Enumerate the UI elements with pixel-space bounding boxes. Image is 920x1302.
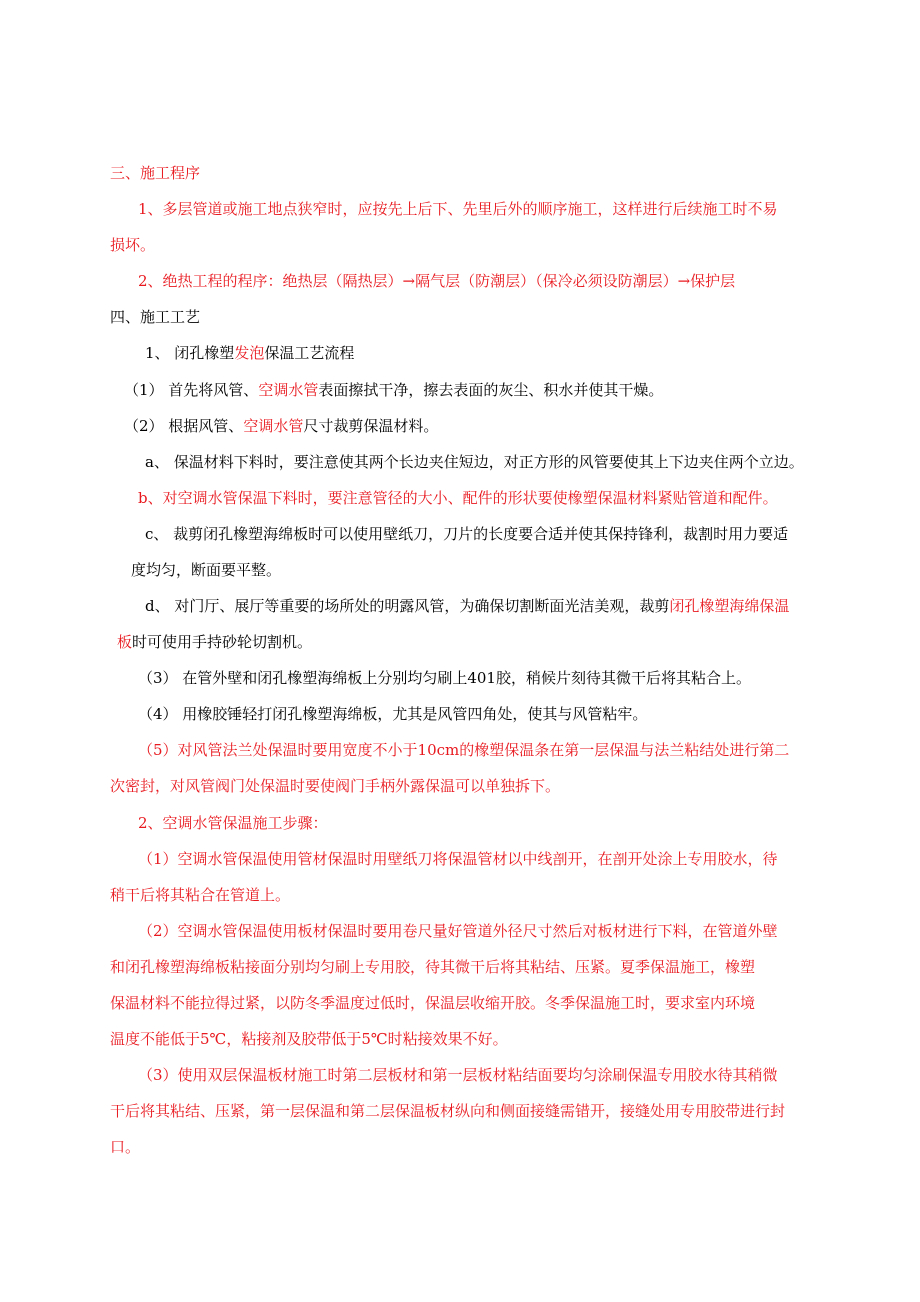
text-segment: 度均匀，断面要平整。 xyxy=(131,561,282,579)
text-segment: 空调水管 xyxy=(243,417,304,435)
section-2-title xyxy=(138,813,538,833)
section-1-step-2a xyxy=(145,452,865,472)
text-segment: 尺寸裁剪保温材料。 xyxy=(303,417,439,435)
section-1-step-2c-line-2 xyxy=(131,560,431,580)
text-segment: 闭孔橡塑海绵保温 xyxy=(669,597,790,615)
text-segment: 干后将其粘结、压紧，第一层保温和第二层保温板材纵向和侧面接缝需错开，接缝处用专用胶带进行封 xyxy=(110,1102,786,1120)
text-segment: 和闭孔橡塑海绵板粘接面分别均匀刷上专用胶，待其微干后将其粘结、压紧。夏季保温施工，橡塑 xyxy=(110,958,756,976)
text-segment: c、 裁剪闭孔橡塑海绵板时可以使用壁纸刀，刀片的长度要合适并使其保持锋利，裁割时用力要适 xyxy=(145,525,789,543)
text-segment: 1、多层管道或施工地点狭窄时，应按先上后下、先里后外的顺序施工，这样进行后续施工时不易 xyxy=(138,200,778,218)
text-segment: 表面擦拭干净，擦去表面的灰尘、积水并使其干燥。 xyxy=(318,381,664,399)
text-segment: a、 保温材料下料时，要注意使其两个长边夹住短边，对正方形的风管要使其上下边夹住两个立边。 xyxy=(145,453,804,471)
text-segment: 时可使用手持砂轮切割机。 xyxy=(132,633,313,651)
text-segment: 发泡 xyxy=(234,344,265,362)
text-segment: （1） 首先将风管、 xyxy=(124,381,259,399)
text-segment: 四、施工工艺 xyxy=(110,308,201,326)
heading-construction-process xyxy=(110,307,290,327)
section-2-step-1-line-1 xyxy=(138,849,858,869)
section-1-step-2d-line-1 xyxy=(145,596,865,616)
text-segment: （2） 根据风管、 xyxy=(124,417,244,435)
section-2-step-2-line-2 xyxy=(110,957,850,977)
text-segment: 2、空调水管保温施工步骤： xyxy=(138,814,328,832)
text-segment: （1）空调水管保温使用管材保温时用壁纸刀将保温管材以中线剖开，在剖开处涂上专用胶水，待 xyxy=(138,850,778,868)
procedure-item-1-line-2 xyxy=(110,235,210,255)
text-segment: 次密封，对风管阀门处保温时要使阀门手柄外露保温可以单独拆下。 xyxy=(110,777,561,795)
text-segment: 三、施工程序 xyxy=(110,164,201,182)
section-2-step-1-line-2 xyxy=(110,885,510,905)
section-1-step-2c-line-1 xyxy=(145,524,865,544)
text-segment: d、 对门厅、展厅等重要的场所处的明露风管，为确保切割断面光洁美观，裁剪 xyxy=(145,597,670,615)
section-1-step-5-line-2 xyxy=(110,776,730,796)
text-segment: 2、绝热工程的程序：绝热层（隔热层）→隔气层（防潮层）（保冷必须设防潮层）→保护层 xyxy=(138,272,736,290)
text-segment: （5）对风管法兰处保温时要用宽度不小于10cm的橡塑保温条在第一层保温与法兰粘结处进行第二 xyxy=(138,741,790,759)
text-segment: 空调水管 xyxy=(258,381,319,399)
section-1-step-3 xyxy=(138,668,858,688)
section-2-step-2-line-1 xyxy=(138,921,858,941)
section-2-step-2-line-4 xyxy=(110,1029,710,1049)
section-2-step-3-line-3 xyxy=(110,1137,210,1157)
section-1-step-2 xyxy=(124,416,624,436)
text-segment: 保温材料不能拉得过紧，以防冬季温度过低时，保温层收缩开胶。冬季保温施工时，要求室内环境 xyxy=(110,994,756,1012)
section-1-title xyxy=(145,343,545,363)
text-segment: 稍干后将其粘合在管道上。 xyxy=(110,886,291,904)
text-segment: （3） 在管外壁和闭孔橡塑海绵板上分别均匀刷上401胶，稍候片刻待其微干后将其粘合上。 xyxy=(138,669,751,687)
procedure-item-1-line-1 xyxy=(138,199,838,219)
section-1-step-4 xyxy=(138,704,858,724)
text-segment: （4） 用橡胶锤轻打闭孔橡塑海绵板，尤其是风管四角处，使其与风管粘牢。 xyxy=(138,705,648,723)
text-segment: （2）空调水管保温使用板材保温时要用卷尺量好管道外径尺寸然后对板材进行下料，在管道外壁 xyxy=(138,922,778,940)
text-segment: 保温工艺流程 xyxy=(264,344,355,362)
section-1-step-2b xyxy=(138,488,858,508)
text-segment: 温度不能低于5℃，粘接剂及胶带低于5℃时粘接效果不好。 xyxy=(110,1030,508,1048)
section-2-step-3-line-2 xyxy=(110,1101,850,1121)
section-1-step-5-line-1 xyxy=(138,740,858,760)
text-segment: b、对空调水管保温下料时，要注意管径的大小、配件的形状要使橡塑保温材料紧贴管道和配件。 xyxy=(138,489,778,507)
heading-construction-procedure xyxy=(110,163,290,183)
text-segment: （3）使用双层保温板材施工时第二层板材和第一层板材粘结面要均匀涂刷保温专用胶水待其稍微 xyxy=(138,1066,778,1084)
text-segment: 口。 xyxy=(110,1138,141,1156)
text-segment: 板 xyxy=(117,633,133,651)
text-segment: 损坏。 xyxy=(110,236,156,254)
section-1-step-1 xyxy=(124,380,824,400)
text-segment: 1、 闭孔橡塑 xyxy=(145,344,235,362)
section-1-step-2d-line-2 xyxy=(117,632,517,652)
section-2-step-3-line-1 xyxy=(138,1065,858,1085)
section-2-step-2-line-3 xyxy=(110,993,850,1013)
procedure-item-2 xyxy=(138,271,818,291)
